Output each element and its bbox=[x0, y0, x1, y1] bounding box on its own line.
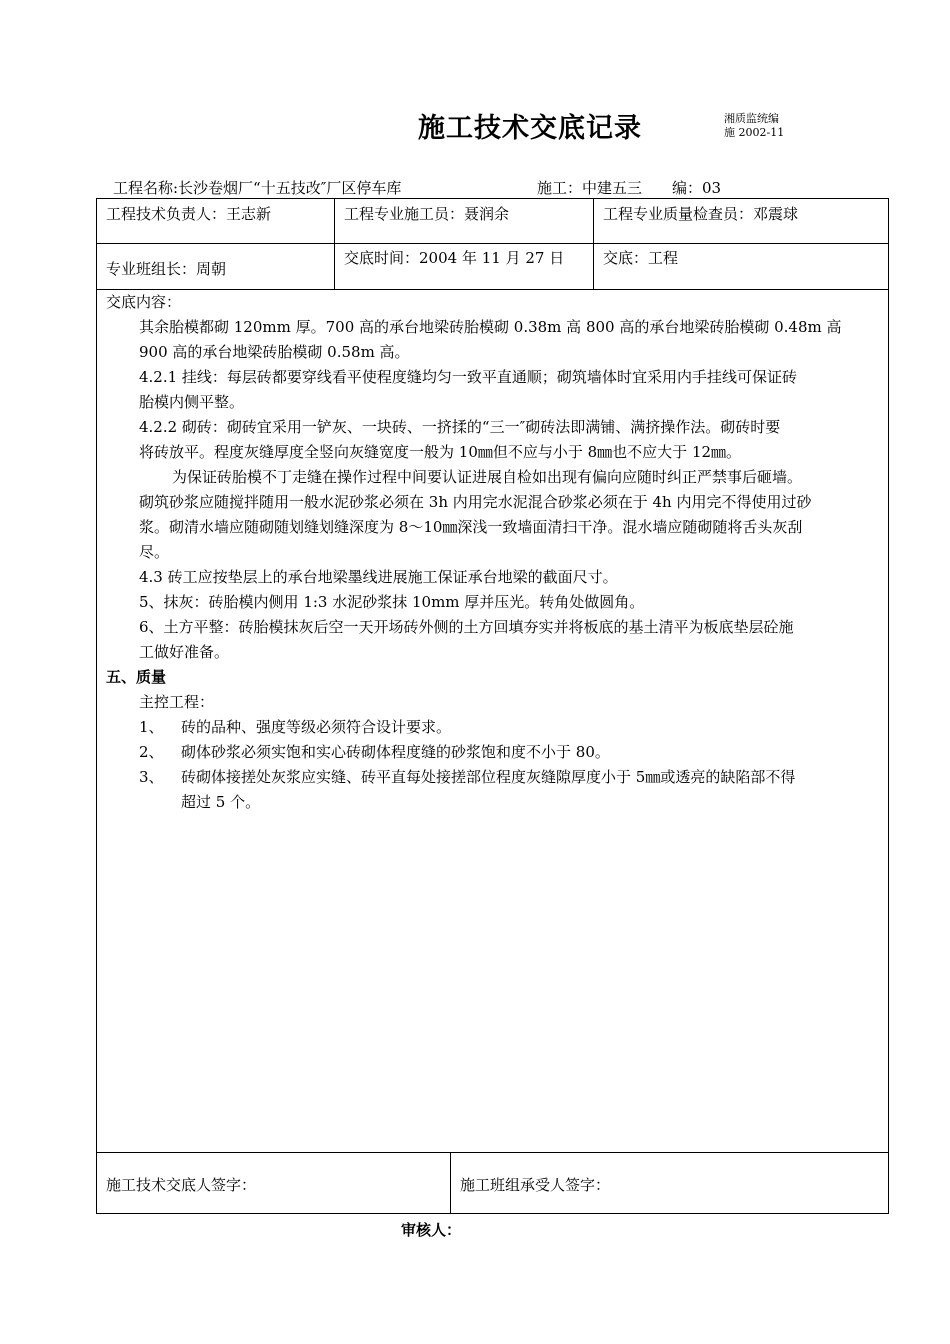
quality-inspector-cell: 工程专业质量检查员：邓震球 bbox=[603, 205, 799, 223]
paragraph-4-line-4: 尽。 bbox=[139, 543, 170, 561]
paragraph-3-line-1: 4.2.2 砌砖：砌砖宜采用一铲灰、一块砖、一挤揉的“三一″砌砖法即满铺、满挤操作法。砌砖时要 bbox=[139, 418, 781, 436]
form-code-line1: 湘质监统编 bbox=[724, 112, 779, 125]
paragraph-7-line-2: 工做好准备。 bbox=[139, 643, 230, 661]
paragraph-6: 5、抹灰：砖胎模内侧用 1:3 水泥砂浆抹 10mm 厚并压光。转角处做圆角。 bbox=[139, 593, 645, 611]
main-control-heading: 主控工程： bbox=[139, 693, 215, 711]
paragraph-7-line-1: 6、土方平整：砖胎模抹灰后空一天开场砖外侧的土方回填夯实并将板底的基土清平为板底垫层砼施 bbox=[139, 618, 794, 636]
table-col-divider-1 bbox=[334, 198, 335, 290]
reviewer-label: 审核人： bbox=[401, 1221, 462, 1239]
paragraph-5: 4.3 砖工应按垫层上的承台地梁墨线进展施工保证承台地梁的截面尺寸。 bbox=[139, 568, 618, 586]
paragraph-1-line-1: 其余胎模都砌 120mm 厚。700 高的承台地梁砖胎模砌 0.38m 高 800 高的承台地梁砖胎模砌 0.48m 高 bbox=[139, 318, 842, 336]
construction-company: 施工：中建五三 bbox=[537, 179, 643, 197]
table-border-top bbox=[96, 198, 889, 199]
section-quality-heading: 五、质量 bbox=[106, 668, 167, 686]
construction-staff-cell: 工程专业施工员：聂润余 bbox=[344, 205, 510, 223]
record-number: 编：03 bbox=[672, 179, 722, 197]
form-code bbox=[724, 112, 784, 140]
table-border-right bbox=[888, 198, 889, 1214]
quality-item-3-number: 3、 bbox=[139, 768, 164, 786]
receiver-signature: 施工班组承受人签字： bbox=[460, 1176, 611, 1194]
paragraph-4-line-1: 为保证砖胎模不丁走缝在操作过程中间要认证进展自检如出现有偏向应随时纠正严禁事后砸墙。 bbox=[172, 468, 803, 486]
form-code-line2: 施 2002-11 bbox=[724, 126, 785, 139]
table-col-divider-2 bbox=[593, 198, 594, 290]
project-name: 工程名称:长沙卷烟厂“十五技改″厂区停车库 bbox=[113, 179, 402, 197]
quality-item-3-text: 砖砌体接搓处灰浆应实缝、砖平直每处接搓部位程度灰缝隙厚度小于 5㎜或透亮的缺陷部不得 bbox=[181, 768, 796, 786]
paragraph-4-line-3: 浆。砌清水墙应随砌随划缝划缝深度为 8～10㎜深浅一致墙面清扫干净。混水墙应随砌随将舌头灰刮 bbox=[139, 518, 803, 536]
table-border-bottom bbox=[96, 1213, 889, 1214]
quality-item-3-continuation: 超过 5 个。 bbox=[181, 793, 261, 811]
quality-item-2-text: 砌体砂浆必须实饱和实心砖砌体程度缝的砂浆饱和度不小于 80。 bbox=[181, 743, 610, 761]
discloser-signature: 施工技术交底人签字： bbox=[106, 1176, 257, 1194]
team-leader-cell: 专业班组长：周朝 bbox=[106, 260, 227, 278]
table-row-divider-2 bbox=[96, 289, 889, 290]
quality-item-2-number: 2、 bbox=[139, 743, 164, 761]
table-row-divider-3 bbox=[96, 1152, 889, 1153]
quality-item-1-number: 1、 bbox=[139, 718, 164, 736]
content-heading: 交底内容： bbox=[106, 293, 182, 311]
signature-col-divider bbox=[450, 1152, 451, 1214]
quality-item-1-text: 砖的品种、强度等级必须符合设计要求。 bbox=[181, 718, 452, 736]
paragraph-1-line-2: 900 高的承台地梁砖胎模砌 0.58m 高。 bbox=[139, 343, 410, 361]
paragraph-2-line-2: 胎模内侧平整。 bbox=[139, 393, 245, 411]
handover-time-cell: 交底时间：2004 年 11 月 27 日 bbox=[344, 249, 565, 267]
table-border-left bbox=[96, 198, 97, 1214]
paragraph-4-line-2: 砌筑砂浆应随搅拌随用一般水泥砂浆必须在 3h 内用完水泥混合砂浆必须在于 4h 内用完不得使用过砂 bbox=[139, 493, 812, 511]
page-title: 施工技术交底记录 bbox=[418, 113, 642, 144]
table-row-divider-1 bbox=[96, 243, 889, 244]
paragraph-3-line-2: 将砖放平。程度灰缝厚度全竖向灰缝宽度一般为 10㎜但不应与小于 8㎜也不应大于 12㎜。 bbox=[139, 443, 742, 461]
tech-lead-cell: 工程技术负责人：王志新 bbox=[106, 205, 272, 223]
paragraph-2-line-1: 4.2.1 挂线：每层砖都要穿线看平使程度缝均匀一致平直通顺；砌筑墙体时宜采用内手挂线可保证砖 bbox=[139, 368, 797, 386]
handover-type-cell: 交底：工程 bbox=[603, 249, 679, 267]
